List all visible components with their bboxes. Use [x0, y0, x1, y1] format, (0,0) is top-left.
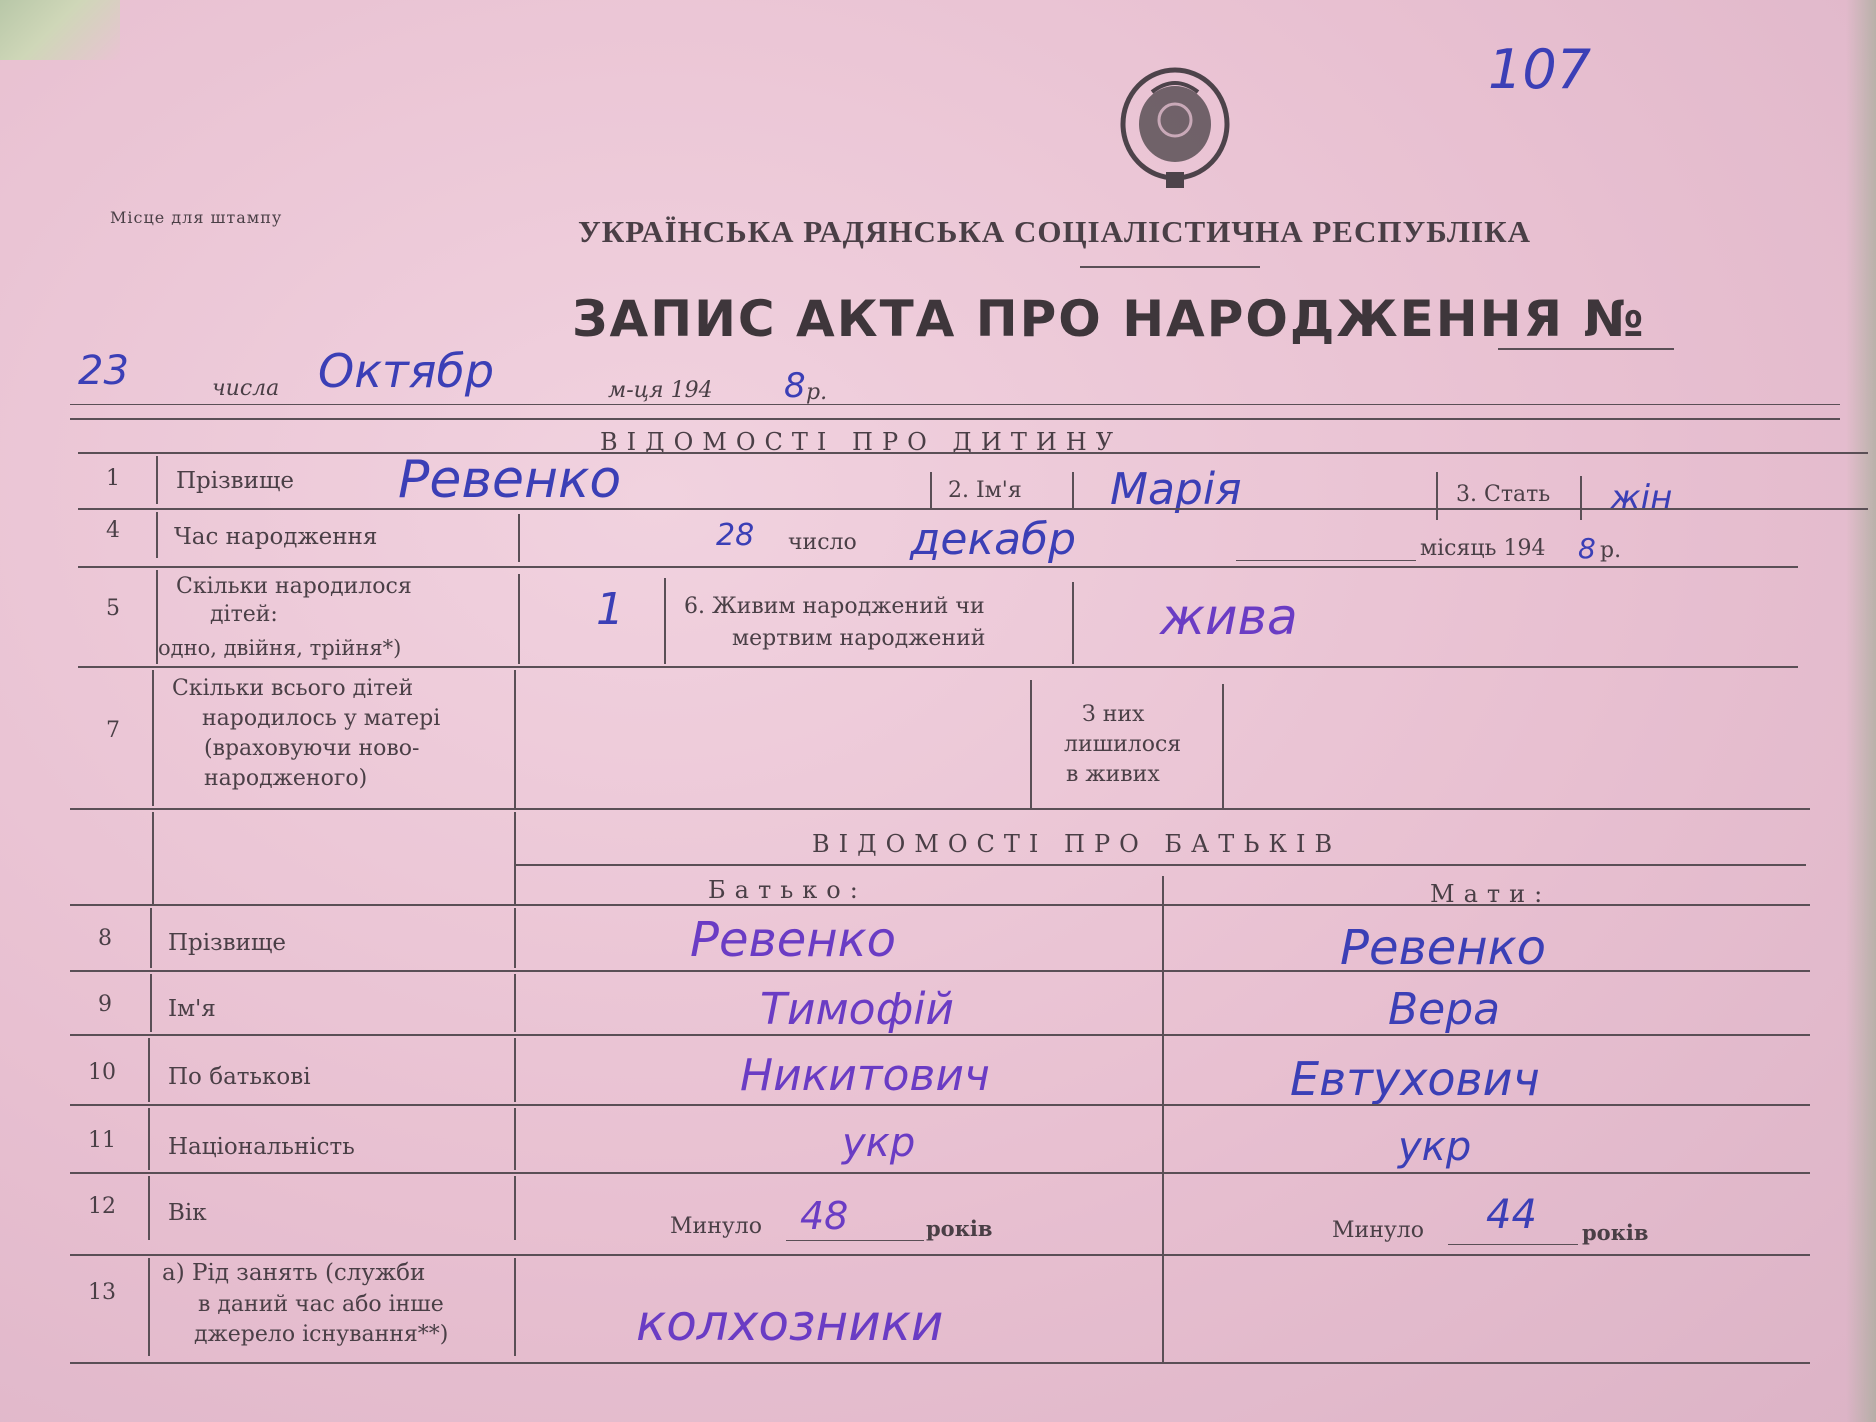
child-sex-value: жін: [1610, 478, 1673, 518]
row-line: [70, 1034, 1810, 1036]
child-section-heading: ВІДОМОСТІ ПРО ДИТИНУ: [600, 428, 1123, 456]
occupation-value: колхозники: [636, 1294, 944, 1352]
total-children-label-line3: (враховуючи ново-: [204, 736, 420, 761]
fill-line: [786, 1240, 924, 1241]
parent-nationality-label: Національність: [168, 1134, 355, 1160]
column-divider: [514, 1258, 516, 1356]
occupation-label-line1: а) Рід занять (служби: [162, 1260, 426, 1286]
column-divider: [148, 1258, 150, 1356]
occupation-label-line2: в даний час або інше: [198, 1292, 444, 1317]
row-number: 1: [106, 466, 120, 491]
row-number: 7: [106, 718, 120, 743]
column-divider: [1580, 476, 1582, 520]
father-patronymic-value: Никитович: [740, 1050, 990, 1101]
child-name-label: 2. Ім'я: [948, 478, 1022, 503]
stamp-place-label: Місце для штампу: [110, 208, 283, 227]
mother-column-label: Мати:: [1430, 880, 1552, 908]
date-year-digit: 8: [784, 366, 806, 406]
column-divider: [514, 908, 516, 968]
mother-name-value: Вера: [1388, 984, 1501, 1035]
total-children-label-line2: народилось у матері: [202, 706, 441, 731]
column-divider: [152, 812, 154, 904]
surviving-label-line3: в живих: [1066, 762, 1160, 787]
column-divider: [664, 578, 666, 664]
column-divider: [150, 974, 152, 1032]
paper-corner: [0, 0, 120, 60]
children-count-value: 1: [596, 584, 624, 635]
column-divider: [156, 456, 158, 504]
row-line: [70, 970, 1810, 972]
section-line: [70, 418, 1840, 420]
father-column-label: Батько:: [708, 876, 867, 904]
birth-year-suffix: р.: [1600, 538, 1622, 563]
row-number: 9: [98, 992, 112, 1017]
father-age-prefix: Минуло: [670, 1214, 763, 1239]
parent-surname-label: Прізвище: [168, 930, 286, 956]
column-divider: [514, 670, 516, 810]
children-count-label-line1: Скільки народилося: [176, 574, 412, 599]
birth-time-label: Час народження: [174, 524, 378, 550]
column-divider: [1072, 582, 1074, 664]
child-sex-label: 3. Стать: [1456, 482, 1551, 507]
document-title: ЗАПИС АКТА ПРО НАРОДЖЕННЯ №: [572, 290, 1646, 348]
column-divider: [930, 472, 932, 508]
underline: [1080, 266, 1260, 268]
birth-day-label: число: [788, 530, 857, 555]
alive-value: жива: [1160, 588, 1298, 646]
column-divider: [518, 514, 520, 562]
date-day-label: числа: [212, 376, 280, 401]
row-line: [70, 904, 1810, 906]
birth-year-digit: 8: [1578, 532, 1596, 565]
row-number: 10: [88, 1060, 116, 1085]
row-number: 13: [88, 1280, 116, 1305]
date-month: Октябр: [318, 344, 495, 398]
row-line: [70, 808, 1810, 810]
row-line: [78, 666, 1798, 668]
column-divider: [518, 574, 520, 664]
column-divider: [152, 670, 154, 806]
mother-patronymic-value: Евтухович: [1290, 1052, 1540, 1106]
occupation-label-line3: джерело існування**): [194, 1322, 449, 1347]
row-line: [70, 1172, 1810, 1174]
column-divider: [514, 1176, 516, 1240]
page-number: 107: [1488, 38, 1592, 101]
total-children-label-line4: народженого): [204, 766, 368, 791]
father-age-value: 48: [800, 1194, 849, 1238]
column-divider: [156, 512, 158, 558]
children-count-label-line3: одно, двійня, трійня*): [158, 636, 402, 660]
row-number: 4: [106, 518, 120, 543]
surviving-label-line2: лишилося: [1064, 732, 1182, 757]
mother-age-value: 44: [1486, 1192, 1537, 1238]
column-divider: [148, 1176, 150, 1240]
mother-surname-value: Ревенко: [1340, 920, 1547, 976]
total-children-label-line1: Скільки всього дітей: [172, 676, 414, 701]
father-mother-divider: [1162, 876, 1164, 1362]
alive-label-line2: мертвим народжений: [732, 626, 986, 651]
child-surname-value: Ревенко: [398, 450, 622, 510]
parent-patronymic-label: По батькові: [168, 1064, 311, 1090]
column-divider: [514, 974, 516, 1032]
heading-line: [516, 864, 1806, 866]
child-surname-label: Прізвище: [176, 468, 294, 494]
birth-month-label: місяць 194: [1420, 536, 1546, 561]
record-number-line: [1498, 348, 1674, 350]
parent-age-label: Вік: [168, 1200, 207, 1226]
children-count-label-line2: дітей:: [210, 602, 278, 627]
alive-label-line1: 6. Живим народжений чи: [684, 594, 985, 619]
coat-of-arms-emblem: [1112, 62, 1238, 192]
fill-line: [1236, 560, 1416, 561]
parents-section-heading: ВІДОМОСТІ ПРО БАТЬКІВ: [812, 830, 1342, 858]
republic-title: УКРАЇНСЬКА РАДЯНСЬКА СОЦІАЛІСТИЧНА РЕСПУБЛІКА: [578, 214, 1531, 249]
fill-line: [1448, 1244, 1578, 1245]
date-day: 23: [78, 348, 129, 394]
row-line: [70, 1362, 1810, 1364]
column-divider: [1222, 684, 1224, 810]
paper-edge: [1846, 0, 1876, 1422]
row-line: [78, 566, 1798, 568]
surviving-label-line1: З них: [1082, 702, 1145, 727]
birth-day-value: 28: [716, 518, 755, 553]
parent-name-label: Ім'я: [168, 996, 216, 1022]
father-name-value: Тимофій: [760, 984, 955, 1035]
column-divider: [514, 1108, 516, 1170]
column-divider: [1436, 472, 1438, 520]
mother-nationality-value: укр: [1398, 1124, 1472, 1170]
child-name-value: Марія: [1110, 464, 1242, 515]
row-number: 12: [88, 1194, 116, 1219]
row-line: [78, 508, 1868, 510]
row-number: 5: [106, 596, 120, 621]
father-age-suffix: років: [926, 1216, 993, 1241]
column-divider: [1072, 472, 1074, 508]
father-nationality-value: укр: [842, 1120, 916, 1166]
birth-month-value: декабр: [910, 514, 1077, 565]
row-line: [70, 1254, 1810, 1256]
row-line: [70, 1104, 1810, 1106]
date-year-suffix: р.: [806, 380, 828, 405]
column-divider: [514, 1038, 516, 1102]
column-divider: [148, 1108, 150, 1170]
column-divider: [1030, 680, 1032, 810]
date-month-label: м-ця 194: [608, 378, 713, 403]
date-line: [70, 404, 1840, 405]
father-surname-value: Ревенко: [690, 912, 897, 968]
row-number: 8: [98, 926, 112, 951]
mother-age-suffix: років: [1582, 1220, 1649, 1245]
column-divider: [148, 1038, 150, 1102]
column-divider: [150, 908, 152, 968]
heading-line: [78, 452, 1868, 454]
column-divider: [514, 812, 516, 904]
mother-age-prefix: Минуло: [1332, 1218, 1425, 1243]
row-number: 11: [88, 1128, 116, 1153]
